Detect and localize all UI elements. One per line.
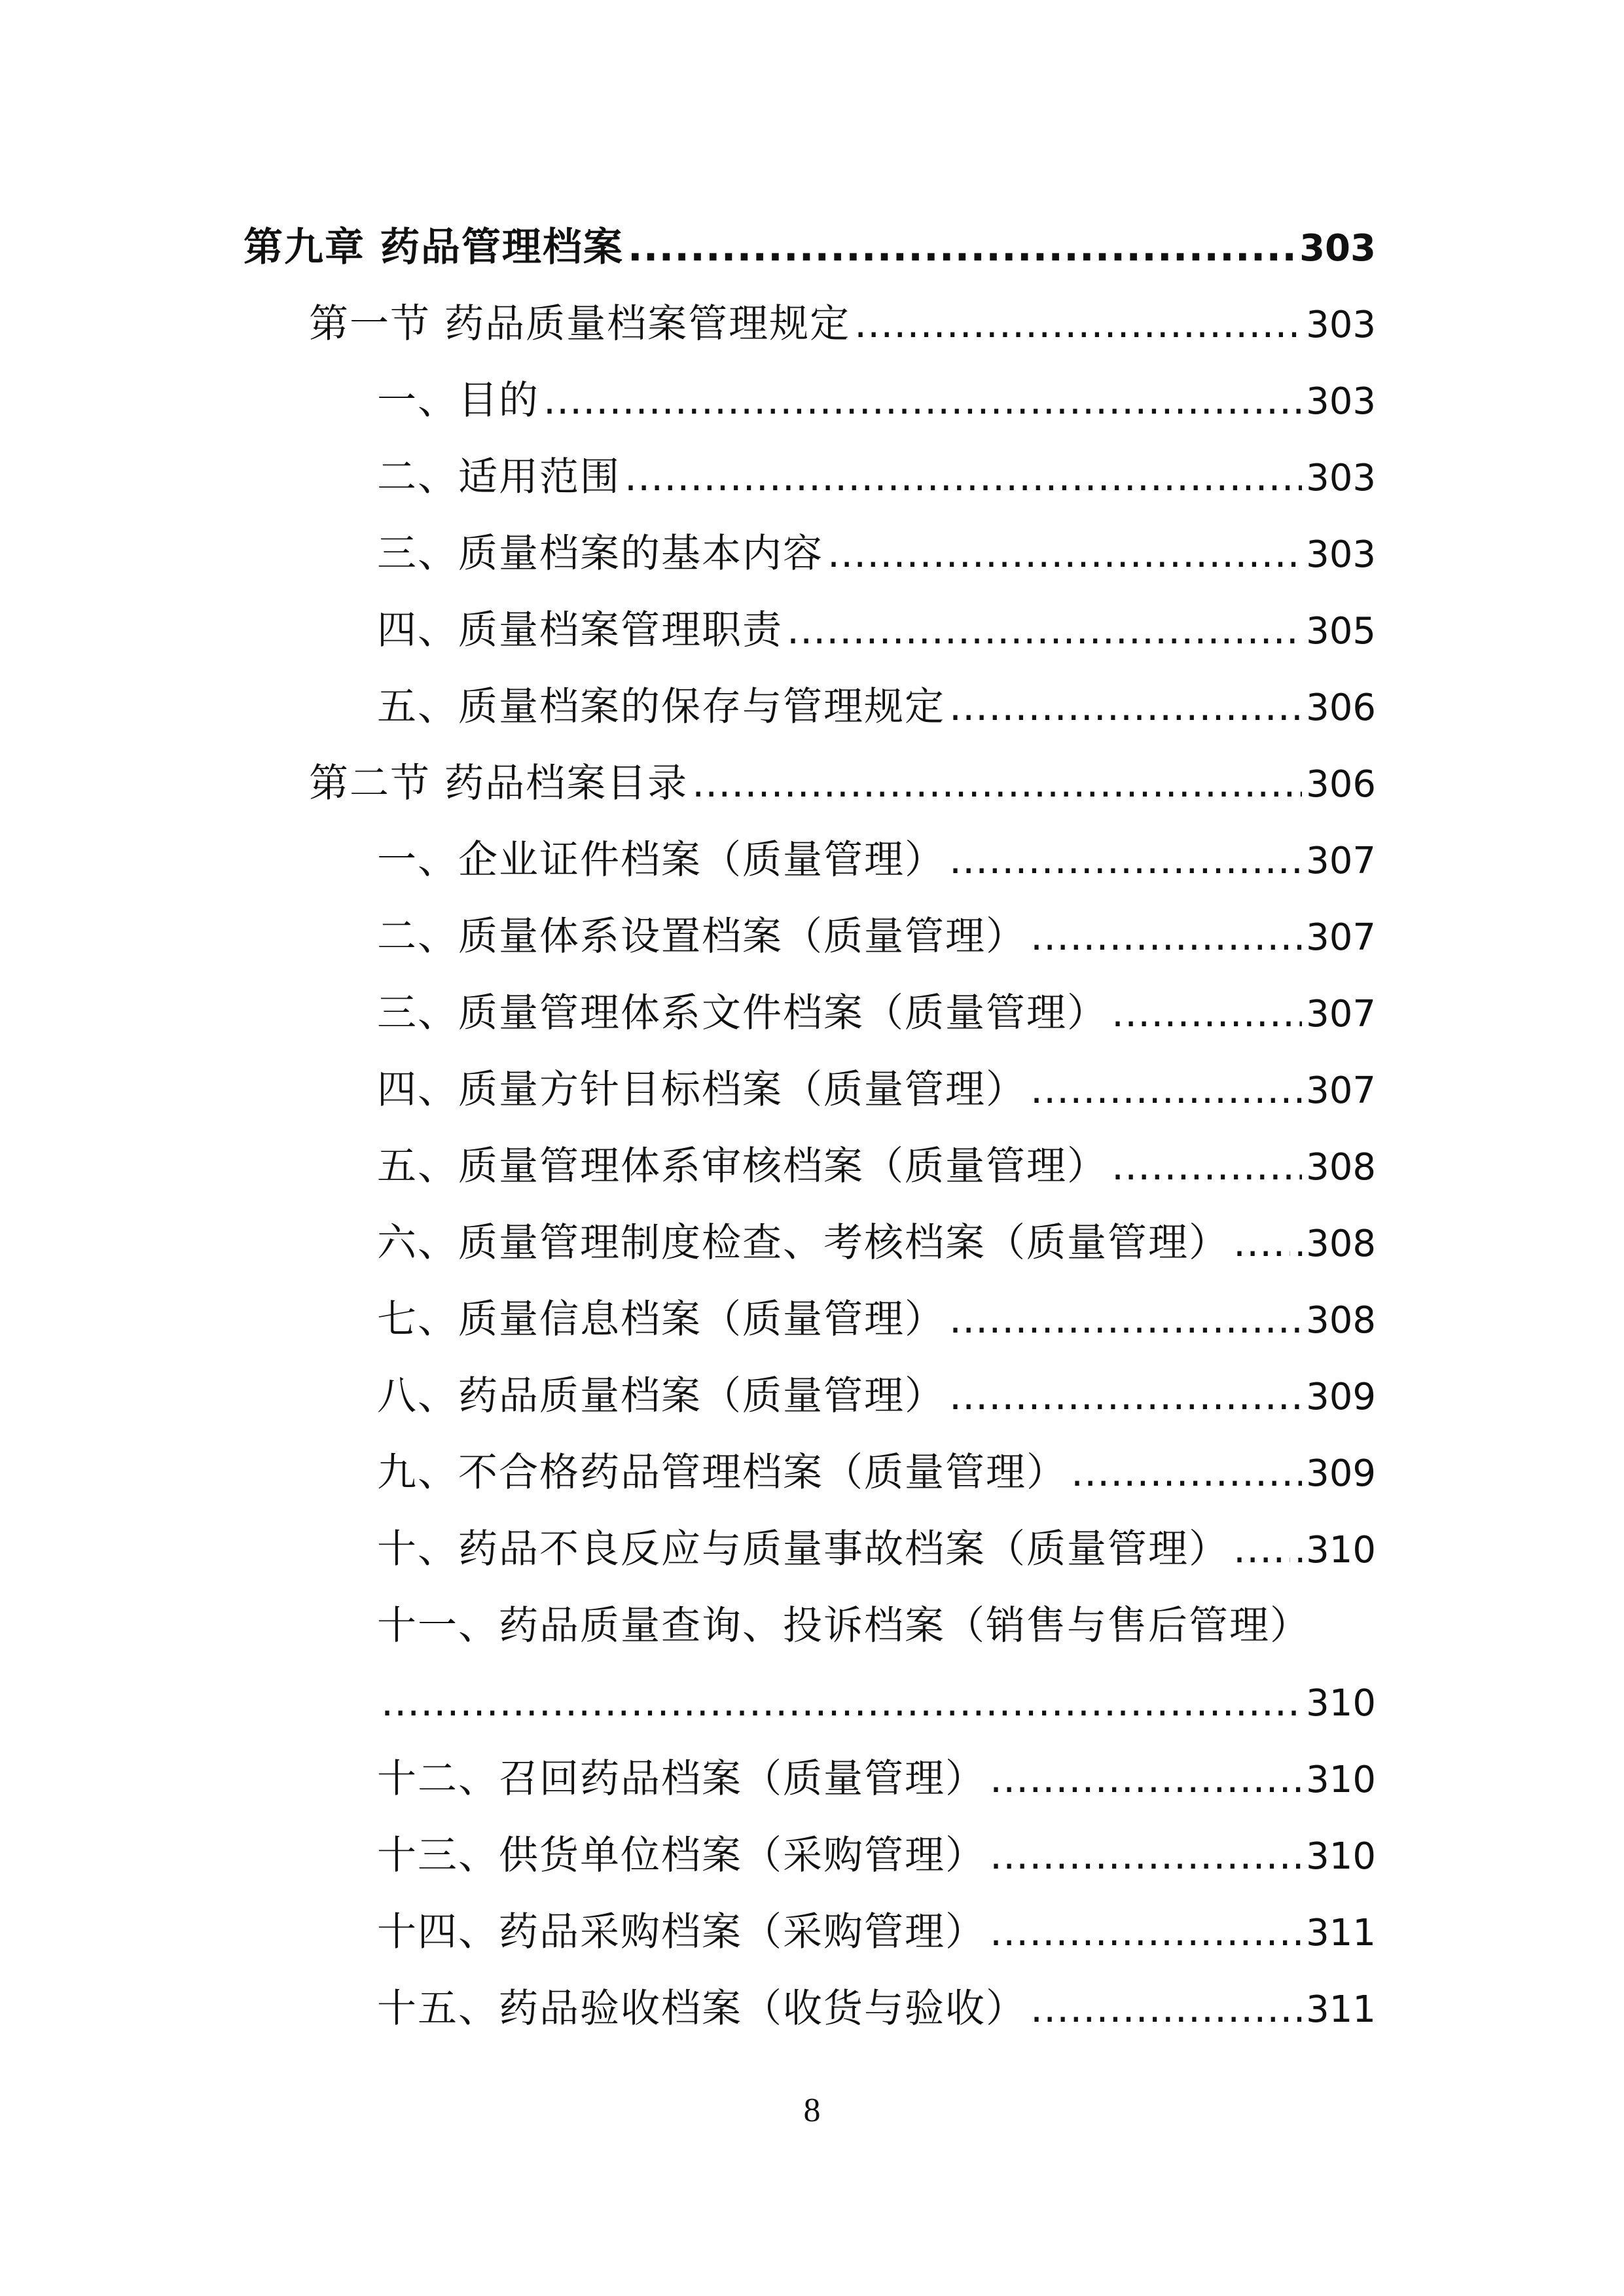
toc-item[interactable] (244, 1818, 1376, 1894)
toc-page-number: 307 (1306, 1069, 1376, 1112)
toc-item[interactable] (244, 822, 1376, 899)
toc-entry-title: 二、适用范围 (377, 454, 621, 500)
toc-item[interactable] (244, 1971, 1376, 2047)
dot-leader (381, 1664, 1302, 1741)
toc-entry-title: 三、质量管理体系文件档案（质量管理） (377, 990, 1108, 1036)
toc-entry-title: 四、质量档案管理职责 (377, 607, 783, 653)
dot-leader (1111, 975, 1302, 1052)
toc-page-number: 306 (1306, 687, 1376, 729)
toc-entry-title: 第二节 药品档案目录 (309, 761, 689, 806)
toc-entry-title: 第九章 药品管理档案 (244, 224, 624, 270)
dot-leader (949, 1282, 1302, 1358)
toc-entry-title: 三、质量档案的基本内容 (377, 531, 823, 577)
toc-entry-title: 一、企业证件档案（质量管理） (377, 837, 945, 883)
toc-entry-title: 二、质量体系设置档案（质量管理） (377, 914, 1026, 960)
toc-item[interactable] (244, 439, 1376, 516)
toc-page-number: 308 (1306, 1299, 1376, 1342)
toc-page-number: .308 (1294, 1223, 1376, 1265)
toc-entry-title: 六、质量管理制度检查、考核档案（质量管理） (377, 1220, 1229, 1266)
toc-entry-title: 十五、药品验收档案（收货与验收） (377, 1986, 1026, 2032)
dot-leader (1030, 899, 1302, 975)
dot-leader (692, 745, 1302, 822)
toc-item[interactable] (244, 1358, 1376, 1435)
toc-item[interactable] (244, 1282, 1376, 1358)
toc-section-2[interactable] (244, 745, 1376, 822)
toc-entry-title: 一、目的 (377, 378, 539, 423)
toc-page-number: 305 (1306, 610, 1376, 653)
toc-page-number: 307 (1306, 840, 1376, 882)
table-of-contents (244, 209, 1376, 2047)
toc-item[interactable] (244, 592, 1376, 669)
toc-entry-title: 九、不合格药品管理档案（质量管理） (377, 1450, 1067, 1496)
dot-leader (1111, 1128, 1302, 1205)
toc-page-number: 309 (1306, 1452, 1376, 1495)
dot-leader (787, 592, 1302, 669)
dot-leader (1030, 1052, 1302, 1128)
toc-page-number: 310 (1306, 1759, 1376, 1801)
toc-item[interactable] (244, 975, 1376, 1052)
toc-item[interactable] (244, 1205, 1376, 1282)
dot-leader (854, 286, 1302, 363)
toc-item[interactable] (244, 669, 1376, 745)
dot-leader (1233, 1511, 1290, 1588)
toc-item[interactable] (244, 1511, 1376, 1588)
dot-leader (628, 209, 1295, 286)
toc-page-number: 310 (1306, 1835, 1376, 1878)
toc-chapter-9[interactable] (244, 209, 1376, 286)
toc-item[interactable] (244, 1435, 1376, 1511)
toc-entry-title: 十四、药品采购档案（采购管理） (377, 1909, 986, 1955)
toc-item[interactable] (244, 363, 1376, 439)
toc-item[interactable] (244, 1894, 1376, 1971)
toc-page-number: 307 (1306, 993, 1376, 1035)
toc-page-number: 307 (1306, 916, 1376, 959)
toc-entry-title: 第一节 药品质量档案管理规定 (309, 301, 851, 347)
toc-page-number: 311 (1306, 1912, 1376, 1954)
dot-leader (827, 516, 1302, 592)
toc-entry-title: 四、质量方针目标档案（质量管理） (377, 1067, 1026, 1113)
toc-page-number: 306 (1306, 763, 1376, 806)
toc-item-wrapped-title[interactable] (244, 1588, 1376, 1664)
toc-entry-title: 十二、召回药品档案（质量管理） (377, 1756, 986, 1802)
toc-page-number: 303 (1306, 304, 1376, 346)
dot-leader (990, 1894, 1302, 1971)
toc-page-number: 311 (1306, 1988, 1376, 2031)
dot-leader (1030, 1971, 1302, 2047)
toc-item[interactable] (244, 899, 1376, 975)
toc-entry-title: 十一、药品质量查询、投诉档案（销售与售后管理） (377, 1603, 1310, 1649)
toc-entry-title: 八、药品质量档案（质量管理） (377, 1373, 945, 1419)
toc-page-number: 308 (1306, 1146, 1376, 1189)
toc-page-number: 309 (1306, 1376, 1376, 1418)
dot-leader (949, 669, 1302, 745)
dot-leader (949, 822, 1302, 899)
toc-page-number: 303 (1299, 227, 1376, 270)
dot-leader (990, 1741, 1302, 1818)
toc-page-number: 303 (1306, 380, 1376, 423)
toc-entry-title: 五、质量管理体系审核档案（质量管理） (377, 1143, 1108, 1189)
toc-page-number: .310 (1294, 1529, 1376, 1571)
toc-section-1[interactable] (244, 286, 1376, 363)
dot-leader (1071, 1435, 1302, 1511)
dot-leader (949, 1358, 1302, 1435)
toc-page-number: 303 (1306, 457, 1376, 499)
toc-entry-title: 七、质量信息档案（质量管理） (377, 1297, 945, 1342)
dot-leader (624, 439, 1302, 516)
toc-page-number: 310 (1306, 1682, 1376, 1725)
toc-item-wrapped-leader[interactable] (244, 1664, 1376, 1741)
toc-entry-title: 十、药品不良反应与质量事故档案（质量管理） (377, 1526, 1229, 1572)
toc-item[interactable] (244, 1128, 1376, 1205)
toc-entry-title: 五、质量档案的保存与管理规定 (377, 684, 945, 730)
toc-item[interactable] (244, 1052, 1376, 1128)
toc-entry-title: 十三、供货单位档案（采购管理） (377, 1833, 986, 1878)
toc-item[interactable] (244, 1741, 1376, 1818)
toc-item[interactable] (244, 516, 1376, 592)
page-number: 8 (803, 2092, 821, 2129)
dot-leader (990, 1818, 1302, 1894)
dot-leader (543, 363, 1302, 439)
toc-page-number: 303 (1306, 533, 1376, 576)
dot-leader (1233, 1205, 1290, 1282)
